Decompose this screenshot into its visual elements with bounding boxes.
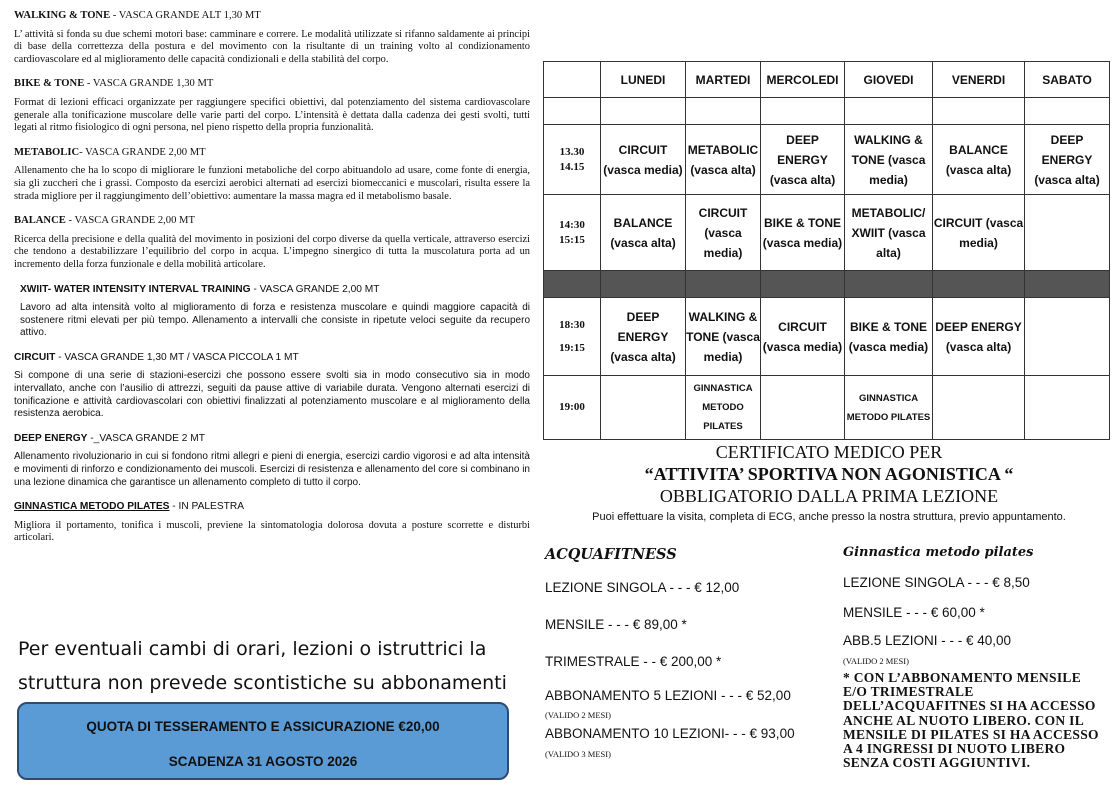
class-cell	[761, 376, 845, 440]
class-cell: CIRCUIT (vasca media)	[761, 298, 845, 376]
acquafitness-title: ACQUAFITNESS	[545, 546, 677, 563]
class-cell: DEEP ENERGY (vasca alta)	[933, 298, 1025, 376]
price-monthly: MENSILE - - - € 89,00 *	[545, 617, 687, 632]
class-cell: CIRCUIT (vasca media)	[686, 195, 761, 271]
activity-pool: VASCA GRANDE 2 MT	[99, 432, 205, 444]
activity-xwiit: XWIIT- WATER INTENSITY INTERVAL TRAINING - VASCA GRANDE 2,00 MT Lavoro ad alta intensità volto al miglioramento di forza e resistenza muscolare e quindi maggiore capacità di sostenere ritmi elevati per più tempo. Allenamento a intervalli che consiste in ripetute veloci seguite da recupero attivo.	[20, 283, 530, 339]
class-cell: WALKING & TONE (vasca media)	[845, 125, 933, 195]
class-cell: DEEP ENERGY (vasca alta)	[601, 298, 686, 376]
fee-deadline: SCADENZA 31 AGOSTO 2026	[168, 754, 358, 769]
class-cell: BIKE & TONE (vasca media)	[761, 195, 845, 271]
price-quarterly: TRIMESTRALE - - € 200,00 *	[545, 654, 722, 669]
time-slot: 14:30 15:15	[544, 195, 601, 271]
price-single: LEZIONE SINGOLA - - - € 8,50	[843, 575, 1030, 590]
time-slot: 19:00	[544, 376, 601, 440]
price-five-lessons: ABBONAMENTO 5 LEZIONI - - - € 52,00	[545, 688, 791, 703]
activity-desc: Allenamento rivoluzionario in cui si fondono ritmi allegri e pieni di energia, esercizi cardio vigorosi e ad alta intensità e movimenti di rinforzo e condizionamento dei muscoli. Esercizi di resistenza e allenamento del core si combinano in una lezione dinamica che garantisce un allenamento completo di tutto il corpo.	[14, 451, 530, 488]
activity-deep-energy: DEEP ENERGY -_VASCA GRANDE 2 MT Allenamento rivoluzionario in cui si fondono ritmi allegri e pieni di energia, esercizi cardio vigorosi e ad alta intensità e movimenti di rinforzo e condizionamento dei muscoli. Esercizi di resistenza e allenamento del core si combinano in una lezione dinamica che garantisce un allenamento completo di tutto il corpo.	[14, 432, 530, 488]
activity-pool: IN PALESTRA	[178, 501, 245, 513]
activity-pilates: GINNASTICA METODO PILATES - IN PALESTRA Migliora il portamento, tonifica i muscoli, previene la sintomatologia dolorosa dovuta a posture scorrette e disturbi articolari.	[14, 501, 530, 544]
schedule-row	[544, 376, 1110, 440]
day-header: LUNEDI	[601, 62, 686, 98]
activity-pool: VASCA GRANDE 2,00 MT	[85, 146, 206, 158]
day-header: SABATO	[1025, 62, 1110, 98]
day-header: GIOVEDI	[845, 62, 933, 98]
activity-walking-tone: WALKING & TONE - VASCA GRANDE ALT 1,30 MT L’ attività si fonda su due schemi motori base: camminare e correre. Le modalità utilizzate si rifanno saldamente ai principi di base della correttezza della postura e del movimento con la risultante di un training volto al condizionamento cardiovascolare ed al miglioramento delle capacità condizionali e della stabilità del corpo.	[14, 10, 530, 65]
class-cell: GINNASTICA METODO PILATES	[686, 376, 761, 440]
activity-pool: VASCA GRANDE 2,00 MT	[74, 215, 195, 227]
price-single: LEZIONE SINGOLA - - - € 12,00	[545, 580, 740, 595]
day-header: VENERDI	[933, 62, 1025, 98]
activity-name: WALKING & TONE	[14, 10, 111, 21]
schedule-change-notice: Per eventuali cambi di orari, lezioni o istruttrici la struttura non prevede scontistiche su abbonamenti	[18, 638, 507, 694]
day-header: MERCOLEDI	[761, 62, 845, 98]
price-note: (VALIDO 2 MESI)	[545, 710, 611, 720]
class-cell: DEEP ENERGY (vasca alta)	[761, 125, 845, 195]
schedule-divider	[544, 271, 1110, 298]
activity-metabolic: METABOLIC- VASCA GRANDE 2,00 MT Allenamento che ha lo scopo di migliorare le funzioni metaboliche del corpo abituandolo ad usare, come fonte di energia, sia gli zuccheri che i grassi. Composto da esercizi aerobici alternati ad esercizi biomeccanici e muscolari, risulta essere la strada migliore per il raggiungimento dell’obiettivo: aumentare la massa magra ed il metabolismo basale.	[14, 146, 530, 202]
class-cell: METABOLIC (vasca alta)	[686, 125, 761, 195]
class-cell: DEEP ENERGY (vasca alta)	[1025, 125, 1110, 195]
activity-desc: Lavoro ad alta intensità volto al miglioramento di forza e resistenza muscolare e quindi maggiore capacità di sostenere ritmi elevati per più tempo. Allenamento a intervalli che consiste in ripetute veloci seguite da recupero attivo.	[20, 302, 530, 339]
medical-certificate-notice: CERTIFICATO MEDICO PER “ATTIVITA’ SPORTIVA NON AGONISTICA “ OBBLIGATORIO DALLA PRIMA LEZIONE Puoi effettuare la visita, completa di ECG, anche presso la nostra struttura, previo appuntamento.	[592, 442, 1066, 523]
activity-pool: VASCA GRANDE ALT 1,30 MT	[118, 10, 261, 21]
class-cell: GINNASTICA METODO PILATES	[845, 376, 933, 440]
schedule-header-row	[544, 62, 1110, 98]
activity-desc: Ricerca della precisione e della qualità del movimento in posizioni del corpo diverse da quella verticale, attraverso esercizi che tendono a destabilizzare l’equilibrio del corpo in acqua. L’impegno sinergico di tutta la muscolatura porta ad un incremento della forza funzionale e della mobilità articolare.	[14, 233, 530, 270]
activity-name: BALANCE	[14, 215, 66, 227]
class-cell: BALANCE (vasca alta)	[601, 195, 686, 271]
activity-name: CIRCUIT	[14, 351, 56, 363]
activity-bike-tone: BIKE & TONE - VASCA GRANDE 1,30 MT Format di lezioni efficaci organizzate per raggiungere specifici obiettivi, dal potenziamento del sistema cardiovascolare generale alla tonificazione muscolare delle varie parti del corpo. L’intensità è dettata dalla cadenza dei gesti svolti, tutti legati al ritmo fisiologico di ogni persona, nel pieno rispetto della propria funzionalità.	[14, 78, 530, 134]
schedule-row	[544, 125, 1110, 195]
price-note: (VALIDO 3 MESI)	[545, 749, 611, 759]
promo-note: * CON L’ABBONAMENTO MENSILE E/O TRIMESTRALE DELL’ACQUAFITNES SI HA ACCESSO ANCHE AL NUOTO LIBERO. CON IL MENSILE DI PILATES SI HA ACCESSO A 4 INGRESSI DI NUOTO LIBERO SENZA COSTI AGGIUNTIVI.	[843, 670, 1099, 771]
class-cell: BALANCE (vasca alta)	[933, 125, 1025, 195]
activity-desc: Format di lezioni efficaci organizzate per raggiungere specifici obiettivi, dal potenziamento del sistema cardiovascolare generale alla tonificazione muscolare delle varie parti del corpo. L’intensità è dettata dalla cadenza dei gesti svolti, tutti legati al ritmo fisiologico di ogni persona, nel pieno rispetto della propria funzionalità.	[14, 96, 530, 134]
class-cell	[933, 376, 1025, 440]
class-cell: BIKE & TONE (vasca media)	[845, 298, 933, 376]
class-cell: CIRCUIT (vasca media)	[601, 125, 686, 195]
class-cell	[601, 376, 686, 440]
class-cell: CIRCUIT (vasca media)	[933, 195, 1025, 271]
price-ten-lessons: ABBONAMENTO 10 LEZIONI- - - € 93,00	[545, 726, 795, 741]
membership-fee-box	[17, 702, 509, 780]
activity-name: XWIIT- WATER INTENSITY INTERVAL TRAINING	[20, 283, 251, 295]
class-cell	[1025, 376, 1110, 440]
activity-desc: Allenamento che ha lo scopo di migliorare le funzioni metaboliche del corpo abituandolo ad usare, come fonte di energia, sia gli zuccheri che i grassi. Composto da esercizi aerobici alternati ad esercizi biomeccanici e muscolari, risulta essere la strada migliore per il raggiungimento dell’obiettivo: aumentare la massa magra ed il metabolismo basale.	[14, 165, 530, 202]
activity-pool: VASCA GRANDE 1,30 MT / VASCA PICCOLA 1 MT	[64, 351, 299, 363]
activity-descriptions	[14, 10, 530, 557]
price-monthly: MENSILE - - - € 60,00 *	[843, 605, 985, 620]
activity-name: BIKE & TONE	[14, 78, 85, 90]
pilates-title: Ginnastica metodo pilates	[843, 545, 1034, 560]
activity-desc: L’ attività si fonda su due schemi motori base: camminare e correre. Le modalità utilizzate si rifanno saldamente ai principi di base della correttezza della postura e del movimento con la risultante di un training volto al condizionamento cardiovascolare ed al miglioramento delle capacità condizionali e della stabilità del corpo.	[14, 28, 530, 65]
activity-name: GINNASTICA METODO PILATES	[14, 501, 170, 513]
activity-pool: VASCA GRANDE 2,00 MT	[259, 283, 380, 295]
class-cell	[1025, 298, 1110, 376]
activity-pool: VASCA GRANDE 1,30 MT	[92, 78, 214, 90]
activity-name: DEEP ENERGY	[14, 432, 88, 444]
schedule-row	[544, 298, 1110, 376]
class-cell: METABOLIC/ XWIIT (vasca alta)	[845, 195, 933, 271]
class-cell: WALKING & TONE (vasca media)	[686, 298, 761, 376]
day-header: MARTEDI	[686, 62, 761, 98]
class-cell	[1025, 195, 1110, 271]
schedule-row	[544, 195, 1110, 271]
time-slot: 13.30 14.15	[544, 125, 601, 195]
fee-amount: QUOTA DI TESSERAMENTO E ASSICURAZIONE €20,00	[86, 719, 440, 734]
activity-desc: Migliora il portamento, tonifica i muscoli, previene la sintomatologia dolorosa dovuta a posture scorrette e disturbi articolari.	[14, 519, 530, 544]
price-five-lessons: ABB.5 LEZIONI - - - € 40,00	[843, 633, 1012, 648]
time-slot: 18:30 19:15	[544, 298, 601, 376]
activity-name: METABOLIC	[14, 146, 80, 158]
price-note: (VALIDO 2 MESI)	[843, 656, 909, 666]
activity-circuit: CIRCUIT - VASCA GRANDE 1,30 MT / VASCA PICCOLA 1 MT Si compone di una serie di stazioni-esercizi che possono essere svolti sia in modo consecutivo sia in modo intervallato, anche con l’ausilio di attrezzi, seguiti da pause attive di variabile durata. Vengono alternati esercizi di tonificazione e attività cardiovascolari con obiettivi finalizzati al potenziamento muscolare e al miglioramento della resistenza aerobica.	[14, 351, 530, 420]
weekly-schedule-table	[543, 61, 1110, 440]
activity-balance: BALANCE - VASCA GRANDE 2,00 MT Ricerca della precisione e della qualità del movimento in posizioni del corpo diverse da quella verticale, attraverso esercizi che tendono a destabilizzare l’equilibrio del corpo in acqua. L’impegno sinergico di tutta la muscolatura porta ad un incremento della forza funzionale e della mobilità articolare.	[14, 215, 530, 270]
activity-desc: Si compone di una serie di stazioni-esercizi che possono essere svolti sia in modo consecutivo sia in modo intervallato, anche con l’ausilio di attrezzi, seguiti da pause attive di variabile durata. Vengono alternati esercizi di tonificazione e attività cardiovascolari con obiettivi finalizzati al potenziamento muscolare e al miglioramento della resistenza aerobica.	[14, 370, 530, 420]
